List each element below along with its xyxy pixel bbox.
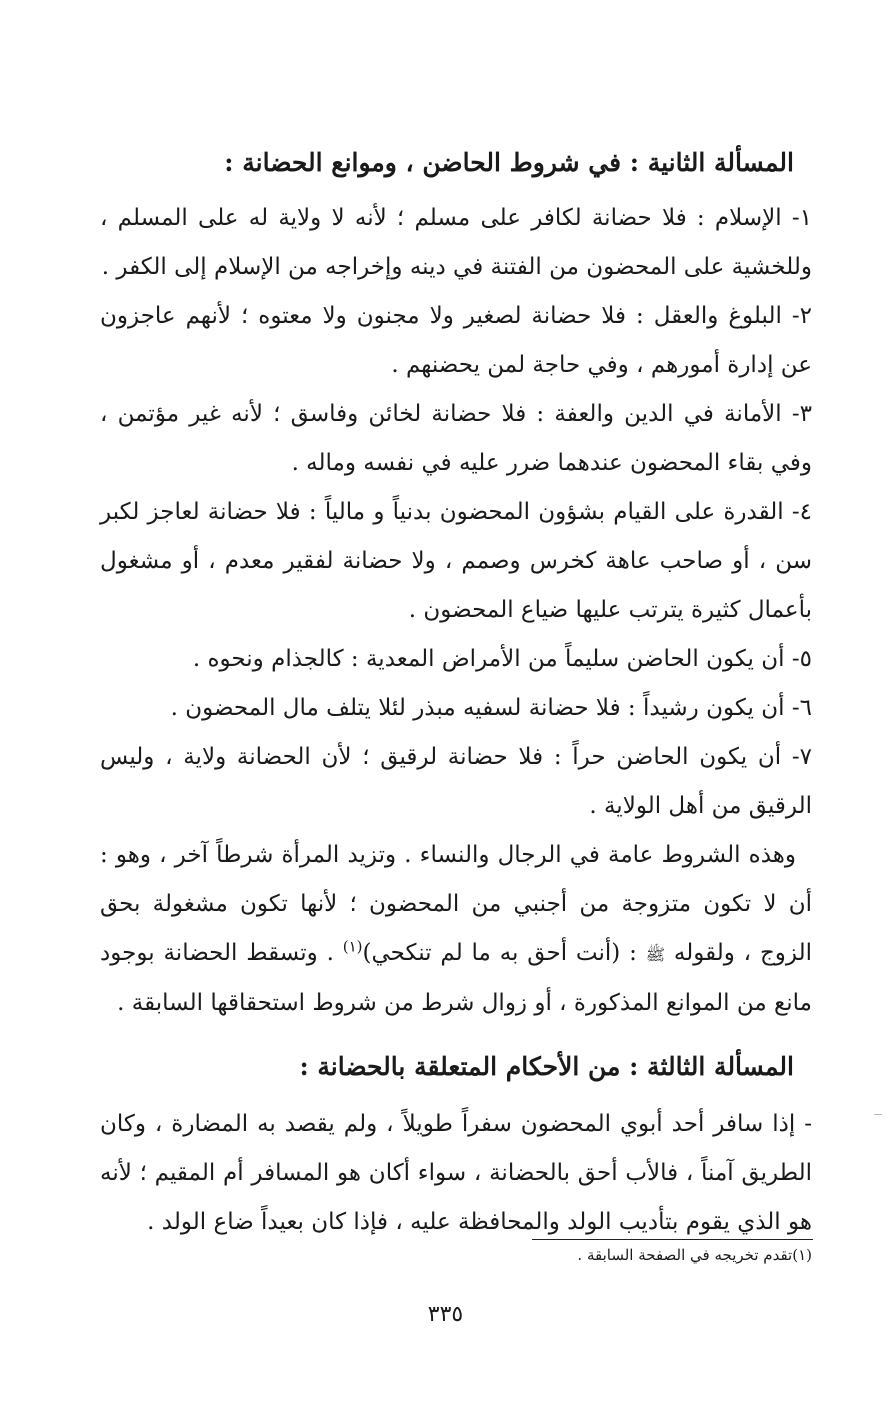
- condition-1: ١- الإسلام : فلا حضانة لكافر على مسلم ؛ لأنه لا ولاية له على المسلم ، وللخشية على المحضون من الفتنة في دينه وإخراجه من الإسلام إلى الكفر .: [100, 205, 813, 280]
- closing-text-2: . وتسقط الحضانة بوجود مانع من الموانع المذكورة ، أو زوال شرط من شروط استحقاقها السابقة .: [100, 940, 812, 1016]
- condition-5: ٥- أن يكون الحاضن سليماً من الأمراض المعدية : كالجذام ونحوه .: [192, 646, 812, 672]
- condition-3: ٣- الأمانة في الدين والعفة : فلا حضانة لخائن وفاسق ؛ لأنه غير مؤتمن ، وفي بقاء المحضون عندهما ضرر عليه في نفسه وماله .: [100, 401, 812, 476]
- page-number: ٣٣٥: [427, 1302, 464, 1327]
- conditions-closing-paragraph: [100, 831, 812, 1028]
- hadith-quote: : (أنت أحق به ما لم تنكحي): [362, 940, 646, 966]
- condition-7: ٧- أن يكون الحاضن حراً : فلا حضانة لرقيق ؛ لأن الحضانة ولاية ، وليس الرقيق من أهل الولاية .: [100, 744, 812, 819]
- condition-6: ٦- أن يكون رشيداً : فلا حضانة لسفيه مبذر لئلا يتلف مال المحضون .: [170, 695, 812, 721]
- section-heading-rulings: المسألة الثالثة : من الأحكام المتعلقة بالحضانة :: [299, 1052, 794, 1081]
- closing-text-1: وهذه الشروط عامة في الرجال والنساء . وتزيد المرأة شرطاً آخر ، وهو : أن لا تكون متزوجة من أجنبي من المحضون ؛ لأنها تكون مشغولة بحق الزوج ، ولقوله: [100, 842, 812, 966]
- salawat-symbol: ﷺ: [645, 945, 666, 964]
- page-body: [100, 138, 812, 1247]
- footnote-divider: [532, 1239, 813, 1240]
- condition-2: ٢- البلوغ والعقل : فلا حضانة لصغير ولا مجنون ولا معتوه ؛ لأنهم عاجزون عن إدارة أمورهم ، وفي حاجة لمن يحضنهم .: [100, 303, 812, 378]
- scan-edge-mark: [874, 1114, 882, 1115]
- footnote-reference[interactable]: (١): [342, 937, 363, 956]
- condition-4: ٤- القدرة على القيام بشؤون المحضون بدنياً و مالياً : فلا حضانة لعاجز لكبر سن ، أو صاحب عاهة كخرس وصمم ، ولا حضانة لفقير معدم ، أو مشغول بأعمال كثيرة يترتب عليها ضياع المحضون .: [100, 499, 812, 623]
- footnote: (١)تقدم تخريجه في الصفحة السابقة .: [577, 1246, 812, 1264]
- ruling-paragraph: - إذا سافر أحد أبوي المحضون سفراً طويلاً ، ولم يقصد به المضارة ، وكان الطريق آمناً ، فالأب أحق بالحضانة ، سواء أكان هو المسافر أم المقيم ؛ لأنه هو الذي يقوم بتأديب الولد والمحافظة عليه ، فإذا كان بعيداً ضاع الولد .: [100, 1111, 812, 1235]
- section-heading-conditions: المسألة الثانية : في شروط الحاضن ، وموانع الحضانة :: [224, 148, 794, 177]
